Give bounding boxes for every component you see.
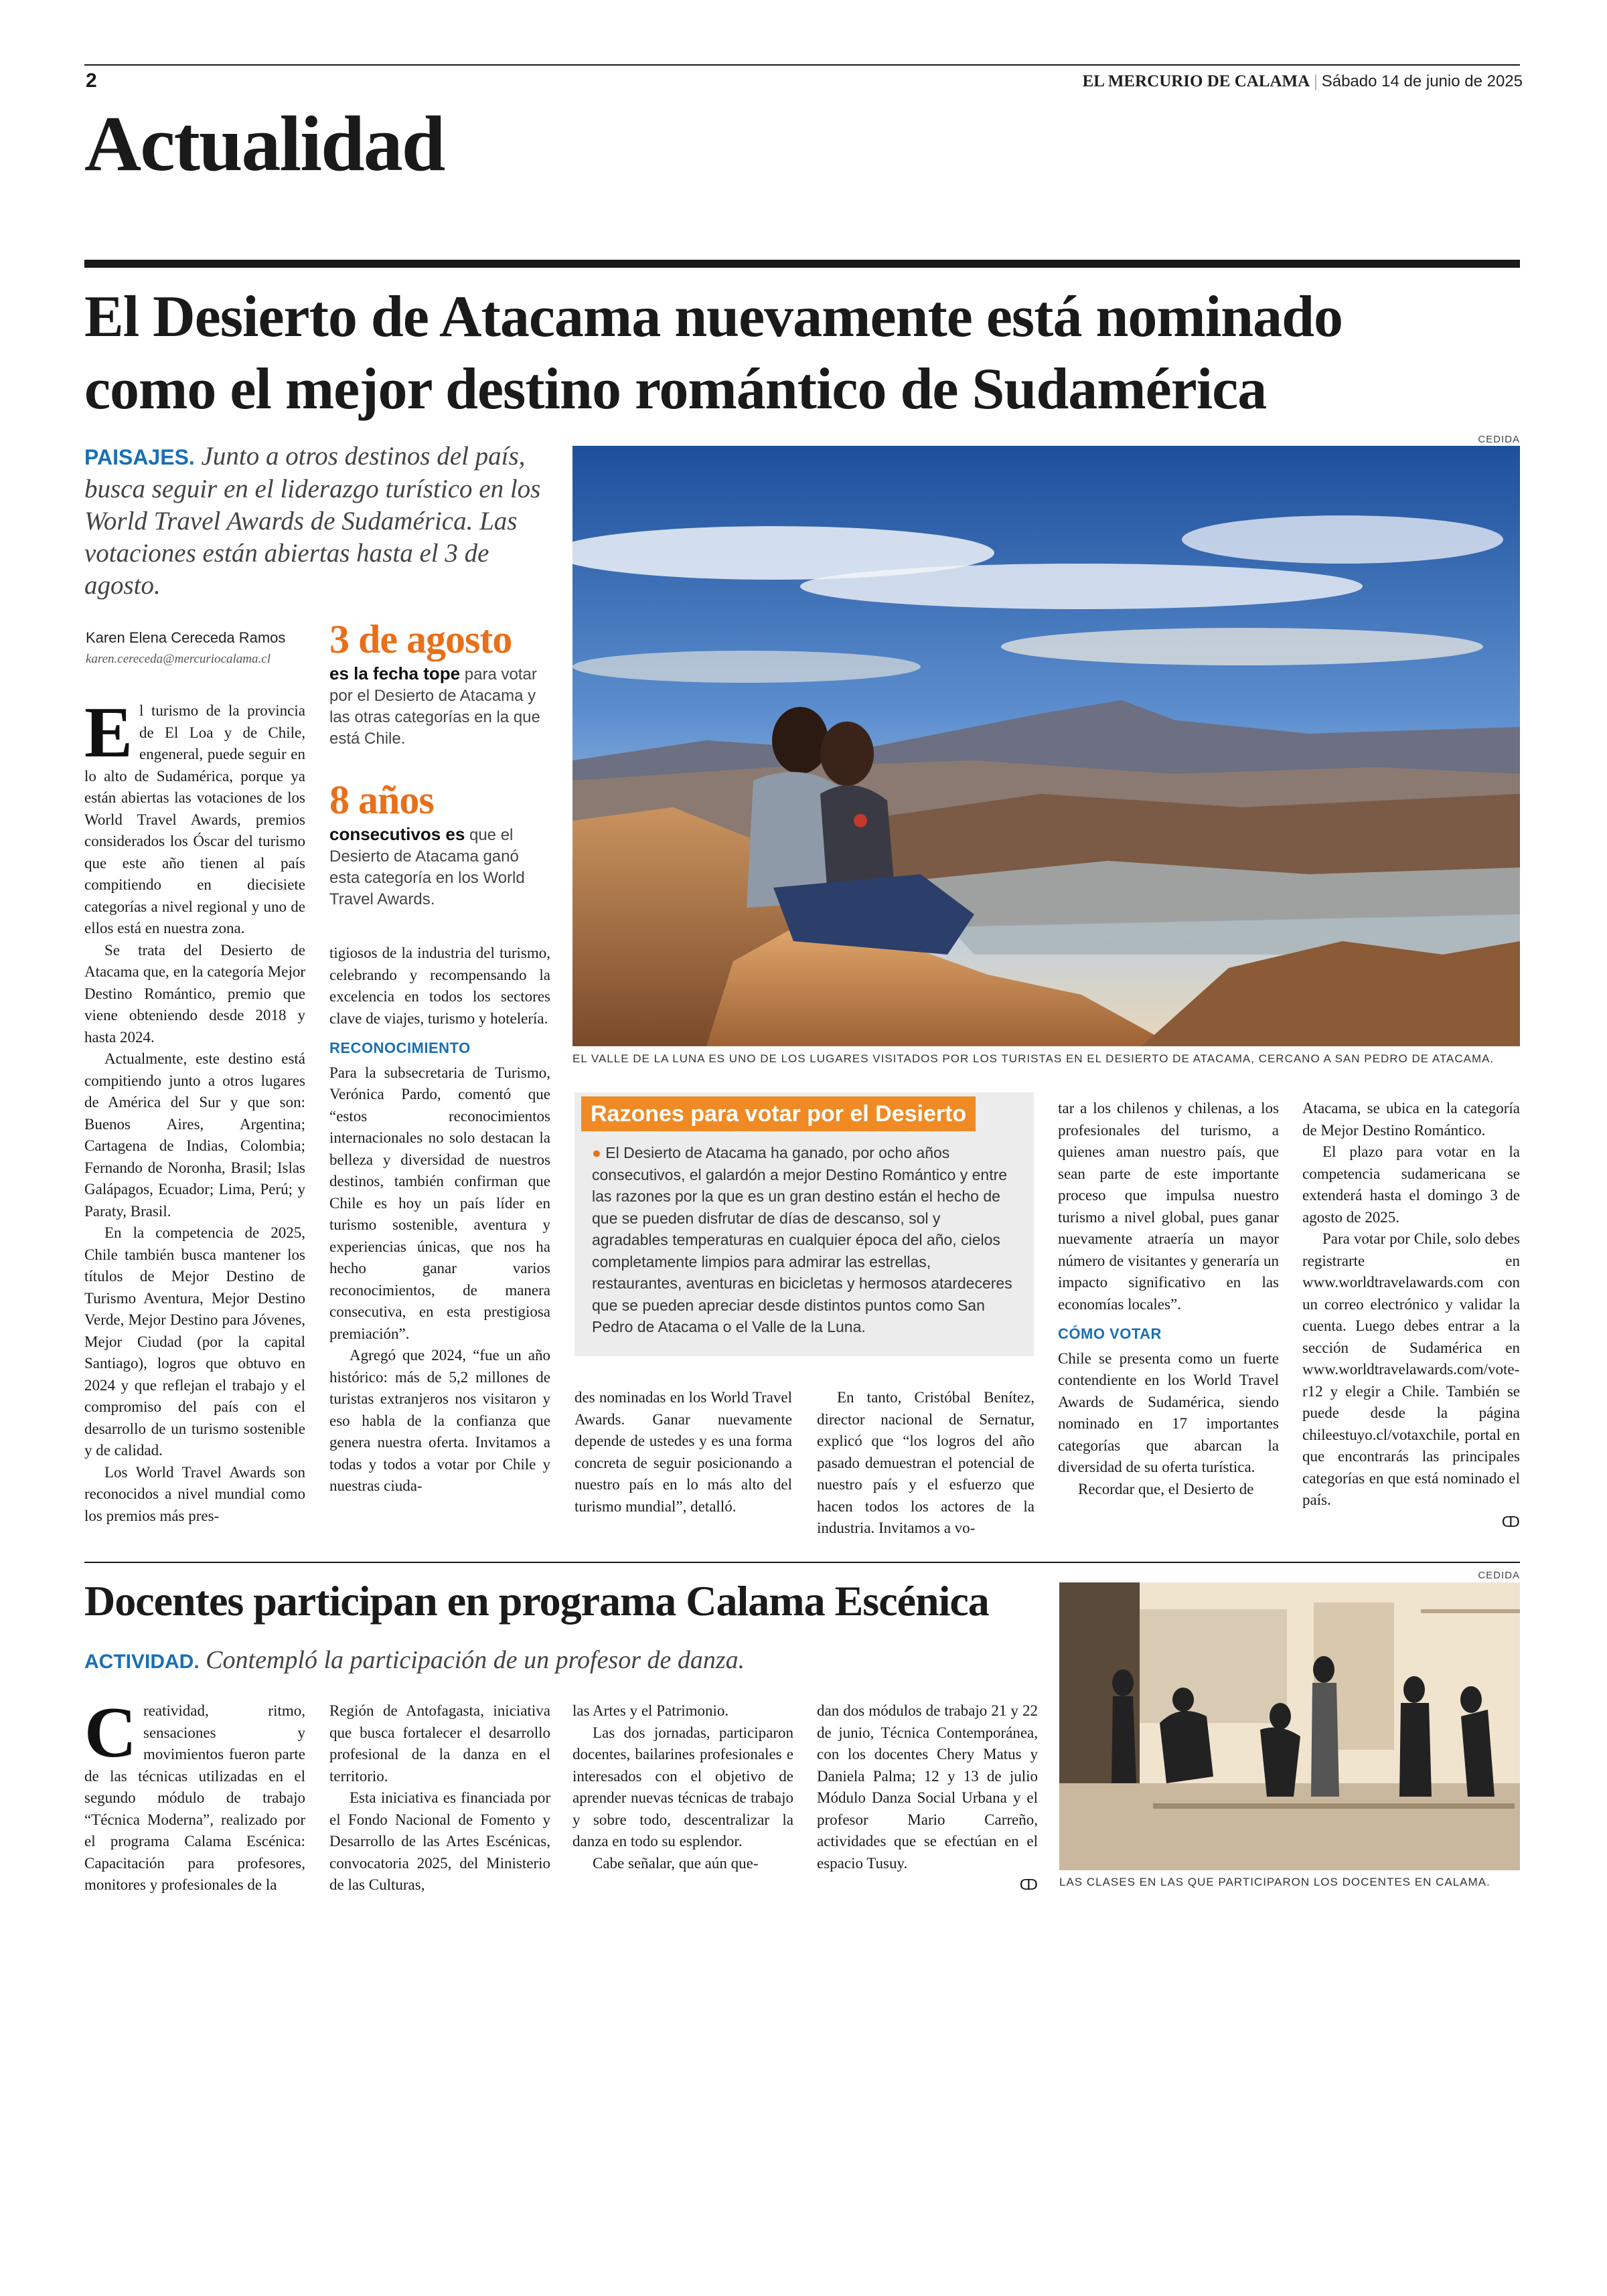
fact-desc: que el Desierto de Atacama ganó esta categoría en los World Travel Awards.	[329, 826, 525, 908]
page-number: 2	[86, 70, 97, 92]
article-headline	[84, 281, 1524, 426]
fact-text	[329, 663, 550, 750]
valle-de-la-luna-image	[572, 446, 1520, 1046]
dance-class-photo	[1059, 1582, 1520, 1870]
dance-class-image	[1059, 1582, 1520, 1870]
article-column-4: En tanto, Cristóbal Benítez, director nacional de Sernatur, explicó que “los logros del año pasado demuestran el potencial de nuestro país y el esfuerzo que hacen todos los actores de la industria. Invitamos a vo-	[817, 1389, 1035, 1536]
photo-caption: LAS CLASES EN LAS QUE PARTICIPARON LOS DOCENTES EN CALAMA.	[1059, 1876, 1490, 1888]
byline	[86, 629, 327, 667]
fact-bold: consecutivos es	[329, 824, 465, 844]
article2-lead	[84, 1644, 1022, 1678]
reasons-box-title: Razones para votar por el Desierto	[581, 1096, 976, 1131]
lead-text: Junto a otros destinos del país, busca seguir en el liderazgo turístico en los World Travel Awards de Sudamérica. Las votaciones están abiertas hasta el 3 de agosto.	[84, 442, 541, 600]
article2-headline: Docentes participan en programa Calama Escénica	[84, 1577, 989, 1625]
headline-line-1: El Desierto de Atacama nuevamente está nominado	[84, 284, 1343, 349]
end-mark-icon: ↀ	[1501, 1513, 1520, 1530]
author-email: karen.cereceda@mercuriocalama.cl	[86, 652, 271, 666]
top-rule	[84, 64, 1520, 66]
photo-credit: CEDIDA	[1478, 1570, 1520, 1581]
fact-block-1	[329, 616, 550, 750]
article2-column-2: Región de Antofagasta, iniciativa que busca fortalecer el desarrollo profesional de la danza en el territorio. Esta iniciativa es financiada por el Fondo Nacional de Fomento y Desarrollo de las Artes Escénicas, convocatoria 2025, del Ministerio de las Culturas,	[329, 1702, 550, 1893]
reasons-box	[575, 1092, 1034, 1356]
author-name: Karen Elena Cereceda Ramos	[86, 629, 286, 646]
subhead-como-votar: CÓMO VOTAR	[1058, 1325, 1162, 1342]
article2-column-4: dan dos módulos de trabajo 21 y 22 de junio, Técnica Contemporánea, con los docentes Chery Matus y Daniela Palma; 12 y 13 de julio Módulo Danza Social Urbana y el profesor Mario Carreño, actividades que se efectúan en el espacio Tusuy. ↀ	[817, 1700, 1038, 1896]
fact-desc: para votar por el Desierto de Atacama y las otras categorías en la que está Chile.	[329, 665, 540, 748]
masthead-line: EL MERCURIO DE CALAMA | Sábado 14 de junio de 2025	[1082, 72, 1523, 90]
article-column-3: des nominadas en los World Travel Awards. Ganar nuevamente depende de ustedes y es una forma concreta de seguir posicionando a nuestro país en lo más alto del turismo mundial”, detalló.	[575, 1389, 792, 1515]
photo-credit: CEDIDA	[1478, 434, 1520, 445]
fact-text	[329, 823, 550, 910]
headline-rule	[84, 260, 1520, 268]
article-lead	[84, 440, 553, 602]
fact-bold: es la fecha tope	[329, 663, 461, 683]
kicker: PAISAJES.	[84, 445, 195, 469]
lead-text: Contempló la participación de un profesor de danza.	[206, 1646, 745, 1674]
section-title: Actualidad	[84, 100, 445, 187]
article-column-1: El turismo de la provincia de El Loa y de Chile, engeneral, puede seguir en lo alto de Sudamérica, porque ya están abiertas las votaciones de los World Travel Awards, premios considerados los Óscar del turismo que este año tienen al país compitiendo en diecisiete categorías a nivel regional y uno de ellos está en nuestra zona. Se trata del Desierto de Atacama que, en la categoría Mejor Destino Romántico, premio que viene obteniendo desde 2018 y hasta 2024. Actualmente, este destino está compitiendo junto a otros lugares de América del Sur y que son: Buenos Aires, Argentina; Cartagena de Indias, Colombia; Fernando de Noronha, Brasil; Islas Galápagos, Ecuador; Lima, Perú; y Paraty, Brasil. En la competencia de 2025, Chile también busca mantener los títulos de Mejor Destino de Turismo Aventura, Mejor Destino Verde, Mejor Destino para Jóvenes, Mejor Ciudad (por la capital Santiago), logros que obtuvo en 2024 y que reflejan el trabajo y el compromiso del país con el desarrollo de un turismo sostenible y de calidad. Los World Travel Awards son reconocidos a nivel mundial como los premios más pres-	[84, 693, 305, 1524]
subhead-reconocimiento: RECONOCIMIENTO	[329, 1040, 471, 1056]
newspaper-name: EL MERCURIO DE CALAMA	[1082, 72, 1310, 90]
photo-caption: EL VALLE DE LA LUNA ES UNO DE LOS LUGARES VISITADOS POR LOS TURISTAS EN EL DESIERTO DE ATACAMA, CERCANO A SAN PEDRO DE ATACAMA.	[572, 1052, 1495, 1065]
end-mark-icon: ↀ	[1019, 1876, 1038, 1893]
desert-photo	[572, 446, 1520, 1046]
fact-block-2	[329, 776, 550, 910]
article-divider	[84, 1562, 1520, 1563]
article2-column-1: Creatividad, ritmo, sensaciones y movimientos fueron parte de las técnicas utilizadas en el segundo módulo de trabajo “Técnica Moderna”, realizado por el programa Calama Escénica: Capacitación para profesores, monitores y profesionales de la	[84, 1693, 305, 1893]
headline-line-2: como el mejor destino romántico de Sudamérica	[84, 357, 1267, 422]
article2-column-3: las Artes y el Patrimonio. Las dos jornadas, participaron docentes, bailarines profesionales e interesados con el objetivo de aprender nuevas técnicas de trabajo y sobre todo, descentralizar la danza en todo su esplendor. Cabe señalar, que aún que-	[572, 1702, 793, 1872]
issue-date: Sábado 14 de junio de 2025	[1321, 72, 1523, 90]
kicker: ACTIVIDAD.	[84, 1651, 200, 1673]
fact-number: 3 de agosto	[329, 617, 512, 661]
drop-cap: C	[84, 1693, 137, 1773]
article-column-6: Atacama, se ubica en la categoría de Mejor Destino Romántico. El plazo para votar en la competencia sudamericana se extenderá hasta el domingo 3 de agosto de 2025. Para votar por Chile, solo debes registrarte en www.worldtravelawards.com con un correo electrónico y validar la cuenta. Luego debes entrar a la sección de Sudamérica en www.worldtravelawards.com/vote-r12 y elegir a Chile. También se puede desde la página chileestuyo.cl/votaxchile, portal en que encontrarás las principales categorías en que está nominado el país. ↀ	[1302, 1098, 1520, 1533]
drop-cap: E	[84, 693, 133, 772]
reasons-box-text: ● El Desierto de Atacama ha ganado, por ocho años consecutivos, el galardón a mejor Destino Romántico y entre las razones por la que es un gran destino están el hecho de que se pueden disfrutar de días de descanso, sol y agradables temperaturas en cualquier época del año, cielos completamente limpios para admirar las estrellas, restaurantes, aventuras en bicicletas y hermosos atardeceres que se pueden apreciar desde distintos puntos como San Pedro de Atacama o el Valle de la Luna.	[592, 1144, 1012, 1335]
bullet-icon: ●	[592, 1144, 601, 1161]
article-column-2: tigiosos de la industria del turismo, celebrando y recompensando la excelencia en todos los sectores clave de viajes, turismo y hotelería. RECONOCIMIENTO Para la subsecretaria de Turismo, Verónica Pardo, comentó que “estos reconocimientos internacionales no solo destacan la belleza y diversidad de nuestros destinos, también confirman que Chile es hoy un país líder en turismo sostenible, aventura y experiencias únicas, que nos ha hecho ganar varios reconocimientos, de manera consecutiva, en esta prestigiosa premiación”. Agregó que 2024, “fue un año histórico: más de 5,2 millones de turistas extranjeros nos visitaron y eso habla de la confianza que genera nuestra oferta. Invitamos a todas y todos a votar por Chile y nuestras ciuda-	[329, 945, 550, 1494]
article-column-5: tar a los chilenos y chilenas, a los profesionales del turismo, a quienes aman nuestro país, que sean parte de este importante proceso que impulsa nuestro turismo a nivel global, pues ganar nuevamente atraería un mayor número de visitantes y generaría un impacto significativo en las economías locales”. CÓMO VOTAR Chile se presenta como un fuerte contendiente en los World Travel Awards de Sudamérica, siendo nominado en 17 importantes categorías que abarcan la diversidad de su oferta turística. Recordar que, el Desierto de	[1058, 1100, 1279, 1497]
fact-number: 8 años	[329, 778, 434, 822]
